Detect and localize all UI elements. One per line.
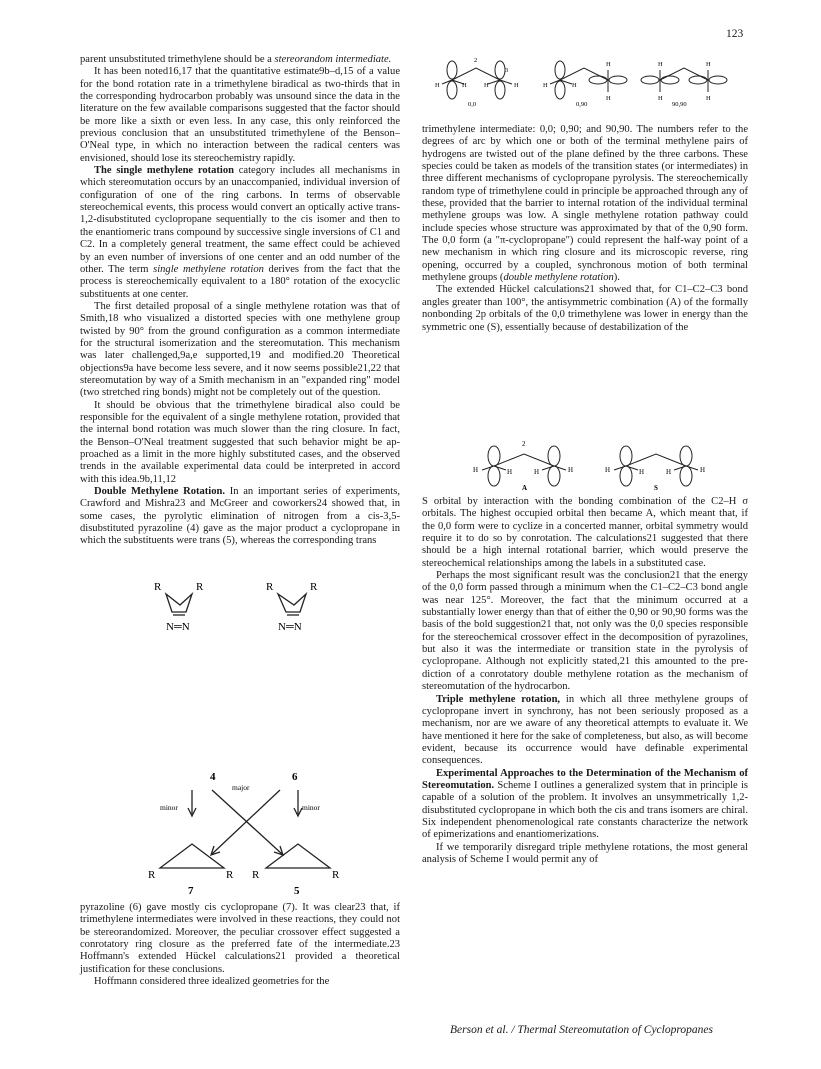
atom-h-label: H [435, 82, 440, 89]
paragraph [80, 165, 400, 301]
text-run: Perhaps the most significant result was the conclusion21 that the energy of the 0,0 form passed through a minimum when the C1–C2–C3 bond angle was near 125°. Moreover, the fact that the minimum occurred at a substantially lower energy than that of either the 0,90 or 90,90 forms was the basis of the bold suggestion21 that, not only was the 0,0 species responsible for the stereochemical crossover effect in the decomposition of pyrazolines, but also it was the intermediate or transition state in the pyrolysis of cyclopropane. Although not explicitly stated,21 this amounted to the prediction of a conrotatory double methylene rotation as the mechanism of stereomutation of the hydrocarbon. [422, 570, 748, 693]
text-run: It should be obvious that the trimethylene biradical also could be responsible for the equivalent of a single methylene rotation, provided that the internal bond rotation was much slower than the ring closure. In fact, the Benson–O'Neal treatment suggested that such behavior might be approached as a limit in the more highly substituted cases, and the observed trends in the available experimental data could be interpreted in accord with this idea.9b,11,12 [80, 399, 400, 485]
compound-7-label: 7 [188, 885, 194, 897]
atom-h-label: H [606, 61, 611, 68]
substituent-r: R [266, 581, 274, 593]
text-run: The first detailed proposal of a single methylene rotation was that of Smith,18 who visualized a distorted species with one methylene group twisted by 90° from the ground configuration as a common intermediate for the structural isomerization and the stereomutation. This mechanism was later challenged,9a,e supported,19 and modified.20 Theoretical objections9a have become less severe, and it now seems possible21,22 that stereomutation by way of a Smith mechanism in an "expanded ring" model (two stretched ring bonds) might not be completely out of the question. [80, 300, 400, 399]
substituent-r: R [226, 869, 234, 881]
atom-2-label: 2 [474, 57, 478, 64]
atom-h-label: H [543, 82, 548, 89]
paragraph [422, 768, 748, 842]
text-run: The extended Hückel calculations21 showed that, for C1–C2–C3 bond angles greater than 100°, the antisymmetric combination (A) of the formally nonbonding 2p orbitals of the 0,0 trimethylene was lower in energy than the symmetric one (S), essentially because of destabilization of the [422, 284, 748, 333]
left-column [80, 54, 400, 548]
atom-h-label: H [534, 468, 540, 476]
atom-h-label: H [606, 95, 611, 102]
minor-label: minor [160, 803, 178, 812]
running-footer: Berson et al. / Thermal Stereomutation of Cyclopropanes [450, 1024, 713, 1036]
paragraph [80, 976, 400, 988]
atom-3-label: 3 [505, 67, 509, 74]
text-run: trimethylene intermediate: 0,0; 0,90; and 90,90. The numbers refer to the degrees of arc by which one or both of the terminal methylene pairs of hydrogens are twisted out of the plane defined by the three carbons. These species could be taken as models of the transition states (or intermediates) in three different mechanisms of cyclopropane pyrolysis. The stereochemically random type of trimethylene could in principle be approached through any of these, provided that the barrier to internal rotation of the individual terminal methylene groups was low. A single methylene rotation pathway could include species whose structure was approximated by that of the 0,90 form. The 0,0 form (a "π-cyclopropane") could represent the half-way point of a new mechanism in which ring closure and its microscopic reverse, ring opening, occurred by a coupled, synchronous motion of both terminal methylene groups ( [422, 124, 748, 284]
substituent-r: R [332, 869, 340, 881]
right-column-main [422, 496, 748, 866]
paragraph [80, 486, 400, 548]
trimethylene-conformers-figure [432, 50, 732, 110]
major-label: major [232, 783, 250, 792]
text-run: If we temporarily disregard triple methylene rotations, the most general analysis of Scheme I would permit any of [422, 841, 748, 865]
paragraph [80, 66, 400, 165]
text-run: Hoffmann considered three idealized geometries for the [94, 976, 330, 988]
text-run: stereorandom intermediate. [274, 54, 392, 65]
text-run: in which all three methylene groups of cyclopropane invert in synchrony, has not been seriously proposed as a mechanism, nor are we aware of any theoretical attempts to evaluate it. We have mentioned it here for the sake of completeness, but also, as will become evident, because its occurrence would have definable experimental consequences. [422, 693, 748, 767]
substituent-r: R [154, 581, 162, 593]
minor-label: minor [302, 803, 320, 812]
paragraph [422, 496, 748, 570]
atom-h-label: H [666, 468, 672, 476]
substituent-r: R [252, 869, 260, 881]
atom-h-label: H [639, 468, 645, 476]
atom-h-label: H [706, 61, 711, 68]
substituent-r: R [310, 581, 318, 593]
text-run: single methylene rotation [153, 263, 264, 275]
conformer-label-0-90: 0,90 [576, 101, 588, 108]
page-number: 123 [726, 28, 744, 40]
atom-h-label: H [484, 82, 489, 89]
text-run: The single methylene rotation [94, 165, 234, 177]
paragraph [80, 902, 400, 976]
text-run: In an important series of experiments, Crawford and Mishra23 and McGreer and coworkers24 showed that, in some cases, the pyrolytic elimination of nitrogen from a cis-3,5-disubstituted pyrazoline (4) gave as the major product a cyclopropane in which the substituents were trans (5), whereas the corresponding trans [80, 486, 400, 547]
text-run: derives from the fact that the process is stereochemically equivalent to a 180° rotation of the exocyclic substituents at one center. [80, 263, 400, 300]
atom-h-label: H [706, 95, 711, 102]
compound-4-label: 4 [210, 771, 216, 783]
paragraph [422, 842, 748, 867]
compound-6-label: 6 [292, 771, 298, 783]
orbital-combinations-figure [470, 436, 730, 492]
text-run: Experimental Approaches to the Determination of the Mechanism of Stereomutation. [422, 767, 748, 791]
text-run: S orbital by interaction with the bonding combination of the C2–H σ orbitals. The highest occupied orbital then became A, which meant that, if the 0,0 form were to cyclize in a concerted manner, orbital symmetry would require it to do so by conrotation. The calculations21 suggested that there should be a high internal rotational barrier, which would preserve the stereochemical relationships among the labels in a substituted case. [422, 496, 748, 569]
orbital-label-s: S [654, 484, 658, 492]
text-run: pyrazoline (6) gave mostly cis cyclopropane (7). It was clear23 that, if trimethylene intermediates were involved in these reactions, they could not be stereorandomized. Moreover, the peculiar crossover effect suggested a conrotatory ring closure as the preferred fate of the intermediate.23 Hoffmann's extended Hückel calculations21 provided a theoretical justification for these conclusions. [80, 902, 400, 975]
text-run: Scheme I outlines a generalized system that in principle is capable of a solution of the problem. It involves an unsymmetrically 1,2-disubstituted cyclopropane in which both the cis and trans isomers are chiral. Six independent phenomenological rate constants characterize the network of epimerizations and enantiomerizations. [422, 779, 748, 841]
paragraph [80, 400, 400, 486]
paragraph [422, 694, 748, 768]
substituent-r: R [196, 581, 204, 593]
atom-h-label: H [473, 466, 479, 474]
atom-h-label: H [658, 61, 663, 68]
atom-h-label: H [514, 82, 519, 89]
compound-5-label: 5 [294, 885, 300, 897]
atom-h-label: H [572, 82, 577, 89]
text-run: double methylene rotation [503, 272, 614, 284]
paragraph [80, 301, 400, 400]
atom-h-label: H [507, 468, 513, 476]
atom-h-label: H [462, 82, 467, 89]
paragraph [80, 54, 400, 66]
pyrazoline-scheme [140, 572, 360, 897]
text-run: It has been noted16,17 that the quantitative estimate9b–d,15 of a value for the bond rotation rate in a trimethylene biradical as two-thirds that in the corresponding hydrocarbon probably was unsound since the data in the literature on the few available comparisons suggested that the factor should be more like a sixth or even less. In any case, this only reinforced the previous conclusion that an unsubstituted trimethylene of the Benson–O'Neal type, in which no interaction between the radical centers was envisioned, should lose its stereochemistry rapidly. [80, 66, 400, 164]
nn-label: N═N [278, 621, 302, 633]
text-run: Double Methylene Rotation. [94, 486, 225, 498]
atom-h-label: H [700, 466, 706, 474]
paragraph [422, 124, 748, 284]
text-run: ). [613, 272, 620, 284]
paragraph [422, 284, 748, 333]
orbital-label-a: A [522, 484, 528, 492]
right-column-top [422, 124, 748, 334]
text-run: Triple methylene rotation, [436, 693, 561, 705]
nn-label: N═N [166, 621, 190, 633]
conformer-label-0-0: 0,0 [468, 101, 477, 108]
atom-h-label: H [568, 466, 574, 474]
left-column-continued [80, 902, 400, 988]
text-run: category includes all mechanisms in which stereomutation occurs by an unaccompanied, individual inversion of configuration of one of the ring carbons. In terms of observable stereochemical events, this process would convert an optically active trans-1,2-disubstituted cyclopropane sequentially to the cis isomer and then to the enantiomeric trans compound by successive single inversions of C1 and C2. In a completely general treatment, the same effect could be achieved by an even number of inversions of one center and an odd number of the other. The term [80, 165, 400, 275]
paragraph [422, 570, 748, 693]
conformer-label-90-90: 90,90 [672, 101, 687, 108]
substituent-r: R [148, 869, 156, 881]
atom-h-label: H [658, 95, 663, 102]
text-run: parent unsubstituted trimethylene should be a [80, 54, 275, 65]
atom-2-label: 2 [522, 440, 526, 448]
atom-h-label: H [605, 466, 611, 474]
